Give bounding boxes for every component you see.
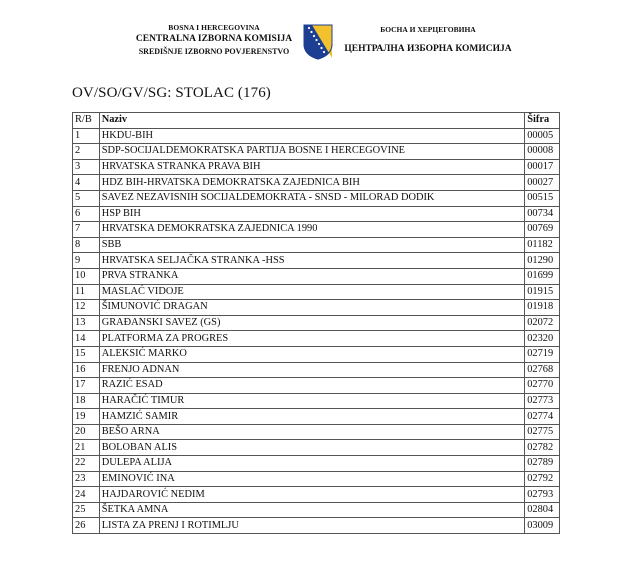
table-row	[73, 300, 560, 316]
table-row	[73, 518, 560, 534]
party-name: HRVATSKA STRANKA PRAVA BIH	[99, 159, 525, 175]
column-header-name: Naziv	[99, 113, 525, 129]
party-name: HKDU-BIH	[99, 128, 525, 144]
party-code: 01290	[525, 253, 560, 269]
table-row	[73, 471, 560, 487]
table-row	[73, 393, 560, 409]
row-number: 23	[73, 471, 100, 487]
row-number: 1	[73, 128, 100, 144]
party-code: 02789	[525, 456, 560, 472]
row-number: 17	[73, 378, 100, 394]
party-name: LISTA ZA PRENJ I ROTIMLJU	[99, 518, 525, 534]
party-code: 00769	[525, 222, 560, 238]
row-number: 20	[73, 424, 100, 440]
row-number: 4	[73, 175, 100, 191]
party-code: 00005	[525, 128, 560, 144]
party-code: 01699	[525, 268, 560, 284]
row-number: 9	[73, 253, 100, 269]
row-number: 24	[73, 487, 100, 503]
party-name: GRAĐANSKI SAVEZ (GS)	[99, 315, 525, 331]
party-code: 02320	[525, 331, 560, 347]
header-cyrillic	[338, 22, 518, 56]
party-name: HDZ BIH-HRVATSKA DEMOKRATSKA ZAJEDNICA BIH	[99, 175, 525, 191]
row-number: 10	[73, 268, 100, 284]
party-name: HRVATSKA SELJAČKA STRANKA -HSS	[99, 253, 525, 269]
party-name: BEŠO ARNA	[99, 424, 525, 440]
party-name: ŠIMUNOVIĆ DRAGAN	[99, 300, 525, 316]
party-code: 00008	[525, 144, 560, 160]
table-row	[73, 409, 560, 425]
header-latin	[128, 22, 300, 57]
row-number: 11	[73, 284, 100, 300]
row-number: 22	[73, 456, 100, 472]
row-number: 5	[73, 190, 100, 206]
table-row	[73, 190, 560, 206]
party-code: 02770	[525, 378, 560, 394]
row-number: 26	[73, 518, 100, 534]
row-number: 2	[73, 144, 100, 160]
party-name: DULEPA ALIJA	[99, 456, 525, 472]
party-name: EMINOVIĆ INA	[99, 471, 525, 487]
party-code: 01915	[525, 284, 560, 300]
coat-of-arms-icon	[303, 24, 333, 60]
header-commission-croatian: SREDIŠNJE IZBORNO POVJERENSTVO	[138, 47, 290, 56]
table-row	[73, 159, 560, 175]
party-code: 02773	[525, 393, 560, 409]
row-number: 7	[73, 222, 100, 238]
party-code: 02782	[525, 440, 560, 456]
table-row	[73, 315, 560, 331]
table-row	[73, 206, 560, 222]
party-code: 02774	[525, 409, 560, 425]
party-code: 01918	[525, 300, 560, 316]
row-number: 8	[73, 237, 100, 253]
column-header-code: Šifra	[525, 113, 560, 129]
party-name: RAZIĆ ESAD	[99, 378, 525, 394]
document-header	[0, 22, 632, 70]
row-number: 14	[73, 331, 100, 347]
party-code: 02775	[525, 424, 560, 440]
row-number: 12	[73, 300, 100, 316]
party-name: MASLAĆ VIDOJE	[99, 284, 525, 300]
column-header-rb: R/B	[73, 113, 100, 129]
table-row	[73, 331, 560, 347]
party-name: PRVA STRANKA	[99, 268, 525, 284]
party-name: HSP BIH	[99, 206, 525, 222]
row-number: 16	[73, 362, 100, 378]
header-country-cyrillic: БОСНА И ХЕРЦЕГОВИНА	[380, 25, 476, 34]
party-code: 00027	[525, 175, 560, 191]
party-code: 02072	[525, 315, 560, 331]
party-name: ŠETKA AMNA	[99, 502, 525, 518]
header-country-latin: BOSNA I HERCEGOVINA	[168, 23, 260, 32]
table-row	[73, 424, 560, 440]
party-code: 00017	[525, 159, 560, 175]
header-commission-latin: CENTRALNA IZBORNA KOMISIJA	[135, 34, 293, 44]
table-row	[73, 237, 560, 253]
row-number: 21	[73, 440, 100, 456]
table-row	[73, 362, 560, 378]
table-row	[73, 144, 560, 160]
row-number: 25	[73, 502, 100, 518]
table-row	[73, 128, 560, 144]
party-name: PLATFORMA ZA PROGRES	[99, 331, 525, 347]
party-list-table	[72, 112, 560, 534]
row-number: 6	[73, 206, 100, 222]
party-code: 02793	[525, 487, 560, 503]
party-name: HAJDAROVIĆ NEDIM	[99, 487, 525, 503]
party-code: 00515	[525, 190, 560, 206]
party-code: 02719	[525, 346, 560, 362]
table-row	[73, 175, 560, 191]
row-number: 18	[73, 393, 100, 409]
table-row	[73, 346, 560, 362]
table-row	[73, 502, 560, 518]
party-code: 00734	[525, 206, 560, 222]
table-row	[73, 456, 560, 472]
row-number: 3	[73, 159, 100, 175]
table-row	[73, 440, 560, 456]
party-code: 02792	[525, 471, 560, 487]
party-name: SAVEZ NEZAVISNIH SOCIJALDEMOKRATA - SNSD - MILORAD DODIK	[99, 190, 525, 206]
party-name: BOLOBAN ALIS	[99, 440, 525, 456]
party-name: HRVATSKA DEMOKRATSKA ZAJEDNICA 1990	[99, 222, 525, 238]
party-code: 01182	[525, 237, 560, 253]
party-code: 03009	[525, 518, 560, 534]
table-row	[73, 284, 560, 300]
party-name: FRENJO ADNAN	[99, 362, 525, 378]
row-number: 15	[73, 346, 100, 362]
table-row	[73, 222, 560, 238]
header-commission-cyrillic: ЦЕНТРАЛНА ИЗБОРНА КОМИСИЈА	[344, 44, 512, 54]
page-title: OV/SO/GV/SG: STOLAC (176)	[72, 85, 271, 101]
table-row	[73, 487, 560, 503]
party-name: SBB	[99, 237, 525, 253]
party-name: ALEKSIĆ MARKO	[99, 346, 525, 362]
table-row	[73, 253, 560, 269]
party-code: 02804	[525, 502, 560, 518]
row-number: 13	[73, 315, 100, 331]
table-header-row	[73, 113, 560, 129]
table-body	[73, 128, 560, 533]
party-code: 02768	[525, 362, 560, 378]
party-name: SDP-SOCIJALDEMOKRATSKA PARTIJA BOSNE I HERCEGOVINE	[99, 144, 525, 160]
row-number: 19	[73, 409, 100, 425]
party-name: HARAČIĆ TIMUR	[99, 393, 525, 409]
table-row	[73, 378, 560, 394]
table-row	[73, 268, 560, 284]
party-name: HAMZIĆ SAMIR	[99, 409, 525, 425]
